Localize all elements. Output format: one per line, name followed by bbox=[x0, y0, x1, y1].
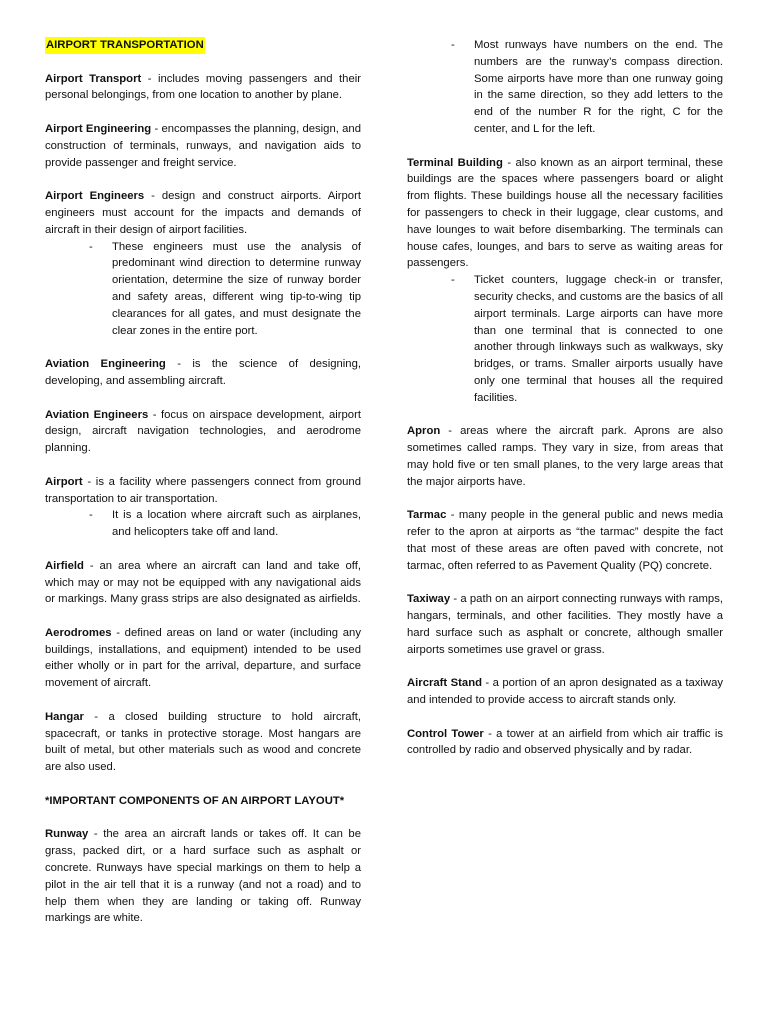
definition-hangar bbox=[45, 709, 361, 776]
definition-text: - a portion of an apron designated as a taxiway and intended to provide access to aircraft stands only. bbox=[407, 677, 723, 707]
bullet-text: These engineers must use the analysis of predominant wind direction to determine runway orientation, determine the size of runway border and safety areas, different wing tip-to-wing tip clearances for all gates, and must designate the clear zones in the entire port. bbox=[112, 240, 361, 337]
bullet-item bbox=[45, 507, 361, 541]
definition-aerodromes bbox=[45, 625, 361, 692]
definition-text: - is the science of designing, developing, and assembling aircraft. bbox=[45, 358, 361, 387]
definition-text: - an area where an aircraft can land and take off, which may or may not be equipped with any navigational aids or markings. Many grass strips are also designated as airfields. bbox=[45, 559, 361, 606]
bullet-item bbox=[407, 272, 723, 406]
left-column bbox=[45, 37, 361, 944]
term: Airport bbox=[45, 475, 83, 488]
document-title: AIRPORT TRANSPORTATION bbox=[45, 37, 205, 54]
term: Taxiway bbox=[407, 593, 451, 606]
definition-text: - a tower at an airfield from which air traffic is controlled by radio and observed physically and by radar. bbox=[407, 727, 723, 757]
bullet-text: It is a location where aircraft such as airplanes, and helicopters take off and land. bbox=[112, 509, 361, 539]
definition-airport bbox=[45, 474, 361, 508]
term: Aerodromes bbox=[45, 626, 112, 639]
definition-tarmac bbox=[407, 507, 723, 574]
definition-text: - areas where the aircraft park. Aprons are also sometimes called ramps. They vary in size, from areas that may hold five or ten small planes, to the very large areas that the major airports have. bbox=[407, 425, 723, 488]
definition-text: - defined areas on land or water (including any buildings, installations, and equipment) intended to be used either wholly or in part for the arrival, departure, and surface movement of aircraft. bbox=[45, 626, 361, 690]
term: Runway bbox=[45, 828, 89, 841]
definition-airport-engineering bbox=[45, 121, 361, 171]
bullet-text: Most runways have numbers on the end. The numbers are the runway’s compass direction. Some airports have more than one runway going in the same direction, so they add letters to the end of the number R for the right, C for the center, and L for the left. bbox=[474, 39, 723, 135]
term: Airport Transport bbox=[45, 72, 142, 85]
term: Control Tower bbox=[407, 727, 484, 740]
definition-text: - is a facility where passengers connect from ground transportation to air transportation. bbox=[45, 475, 361, 505]
definition-airfield bbox=[45, 558, 361, 608]
definition-text: - the area an aircraft lands or takes off. It can be grass, packed dirt, or a hard surface such as asphalt or concrete. Runways have special markings on them to help a pilot in the air tell that it is a runway (and not a road) and to help them when they are landing or taking off. Runway markings are white. bbox=[45, 828, 361, 925]
term: Airport Engineering bbox=[45, 122, 152, 135]
bullet-dash: - bbox=[451, 39, 455, 51]
term: Terminal Building bbox=[407, 156, 503, 169]
section-heading: *IMPORTANT COMPONENTS OF AN AIRPORT LAYOUT* bbox=[45, 794, 345, 807]
definition-text: - focus on airspace development, airport design, aircraft navigation technologies, and aerodrome planning. bbox=[45, 408, 361, 455]
bullet-text: Ticket counters, luggage check-in or transfer, security checks, and customs are the basics of all airport terminals. Large airports can have more than one terminal that is connected to one another through linkways such as walkways, sky bridges, or trams. Smaller airports usually have only one terminal that houses all the required facilities. bbox=[474, 274, 723, 404]
definition-text: - includes moving passengers and their personal belongings, from one location to another by plane. bbox=[45, 72, 362, 102]
term: Hangar bbox=[45, 710, 84, 723]
definition-aviation-engineers bbox=[45, 407, 361, 457]
bullet-dash: - bbox=[451, 274, 455, 287]
definition-airport-transport bbox=[45, 71, 361, 105]
definition-text: - many people in the general public and news media refer to the apron at airports as “the tarmac” despite the fact that most of these areas are often paved with concrete, not tarmac, often referred to as Pavement Quality (PQ) concrete. bbox=[407, 509, 723, 572]
definition-control-tower bbox=[407, 726, 723, 760]
term: Tarmac bbox=[407, 509, 447, 522]
definition-taxiway bbox=[407, 591, 723, 658]
definition-terminal-building bbox=[407, 155, 723, 273]
term: Aviation Engineering bbox=[45, 358, 166, 371]
term: Airport Engineers bbox=[45, 190, 145, 203]
definition-airport-engineers bbox=[45, 188, 361, 238]
term: Aircraft Stand bbox=[407, 677, 482, 690]
bullet-item bbox=[45, 239, 361, 340]
definition-text: - encompasses the planning, design, and construction of terminals, runways, and navigation aids to provide passenger and freight service. bbox=[45, 122, 361, 169]
bullet-dash: - bbox=[89, 240, 93, 253]
term: Aviation Engineers bbox=[45, 408, 149, 421]
term: Apron bbox=[407, 425, 441, 438]
bullet-dash: - bbox=[89, 509, 93, 522]
definition-text: - also known as an airport terminal, these buildings are the spaces where passengers board or alight from flights. These buildings house all the necessary facilities for passengers to check in their luggage, clear customs, and have lounges to wait before disembarking. The terminals can house cafes, lounges, and bars to serve as waiting areas for passengers. bbox=[407, 156, 723, 270]
definition-text: - a closed building structure to hold aircraft, spacecraft, or tanks in protective storage. Most hangars are built of metal, but other materials such as wood and concrete are also used. bbox=[45, 710, 361, 774]
definition-runway bbox=[45, 826, 361, 927]
definition-text: - design and construct airports. Airport engineers must account for the impacts and demands of aircraft in their design of airport facilities. bbox=[45, 190, 361, 236]
right-column bbox=[407, 37, 723, 776]
definition-text: - a path on an airport connecting runways with ramps, hangars, terminals, and other facilities. They mostly have a hard surface such as asphalt or concrete, although smaller airports sometimes use gravel or grass. bbox=[407, 593, 723, 656]
definition-aviation-engineering bbox=[45, 356, 361, 390]
term: Airfield bbox=[45, 559, 84, 572]
definition-aircraft-stand bbox=[407, 675, 723, 709]
bullet-item bbox=[407, 37, 723, 138]
definition-apron bbox=[407, 423, 723, 490]
